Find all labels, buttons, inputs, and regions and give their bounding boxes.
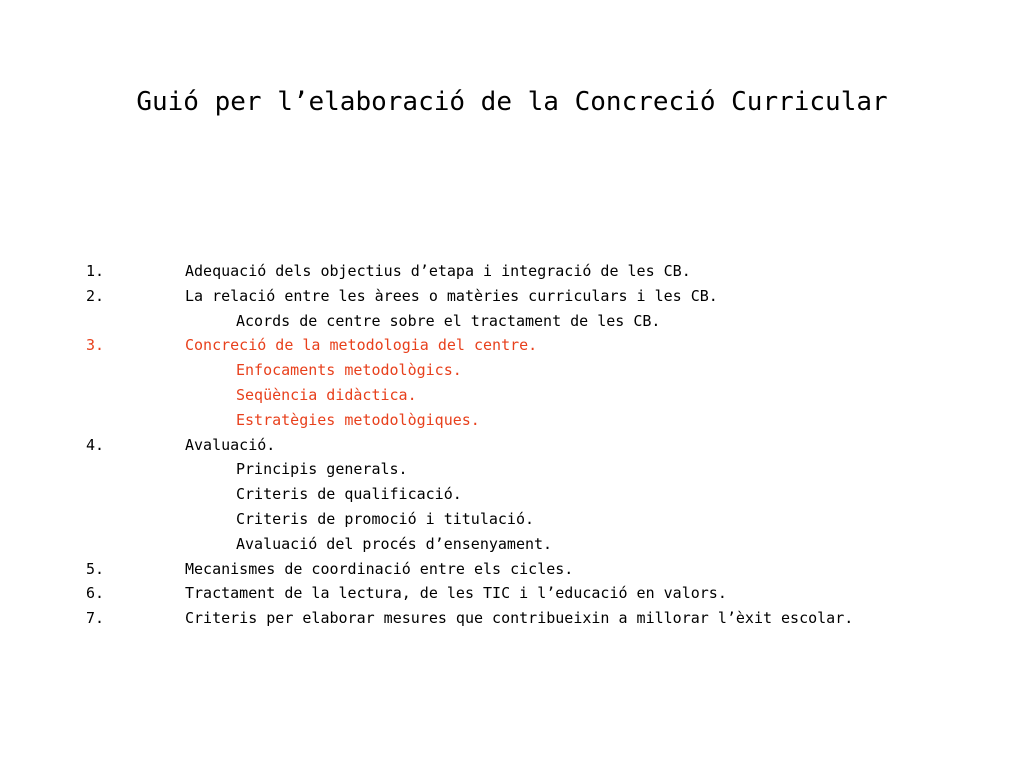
outline-subitem xyxy=(86,408,986,433)
item-text: Tractament de la lectura, de les TIC i l’educació en valors. xyxy=(185,584,727,603)
item-number: 5. xyxy=(86,559,105,578)
subitem-text: Seqüència didàctica. xyxy=(236,385,417,404)
outline-item-5 xyxy=(86,557,986,582)
item-text: Mecanismes de coordinació entre els cicles. xyxy=(185,559,574,578)
outline-subitem xyxy=(86,532,986,557)
outline-list xyxy=(86,259,986,631)
outline-subitem xyxy=(86,358,986,383)
item-number: 7. xyxy=(86,609,105,628)
item-number: 2. xyxy=(86,286,105,305)
item-number: 1. xyxy=(86,262,105,280)
item-number: 3. xyxy=(86,336,105,355)
outline-item-2 xyxy=(86,284,986,309)
outline-subitem xyxy=(86,482,986,507)
outline-item-1 xyxy=(86,259,986,284)
item-number: 6. xyxy=(86,584,105,603)
item-text: Avaluació. xyxy=(185,435,276,454)
subitem-text: Avaluació del procés d’ensenyament. xyxy=(236,534,553,553)
outline-subitem xyxy=(86,457,986,482)
outline-subitem xyxy=(86,507,986,532)
subitem-text: Acords de centre sobre el tractament de les CB. xyxy=(236,311,661,330)
item-text: Concreció de la metodologia del centre. xyxy=(185,336,538,355)
item-text: La relació entre les àrees o matèries curriculars i les CB. xyxy=(185,286,718,305)
slide-title: Guió per l’elaboració de la Concreció Curricular xyxy=(136,87,888,117)
outline-item-4 xyxy=(86,433,986,458)
subitem-text: Enfocaments metodològics. xyxy=(236,361,462,380)
subitem-text: Principis generals. xyxy=(236,460,408,479)
subitem-text: Estratègies metodològiques. xyxy=(236,410,480,429)
item-text: Criteris per elaborar mesures que contribueixin a millorar l’èxit escolar. xyxy=(185,609,854,628)
outline-subitem xyxy=(86,383,986,408)
item-text: Adequació dels objectius d’etapa i integració de les CB. xyxy=(185,262,691,280)
subitem-text: Criteris de qualificació. xyxy=(236,485,462,504)
outline-subitem xyxy=(86,309,986,334)
outline-item-3 xyxy=(86,333,986,358)
subitem-text: Criteris de promoció i titulació. xyxy=(236,509,535,528)
outline-item-6 xyxy=(86,581,986,606)
item-number: 4. xyxy=(86,435,105,454)
outline-item-7 xyxy=(86,606,986,631)
